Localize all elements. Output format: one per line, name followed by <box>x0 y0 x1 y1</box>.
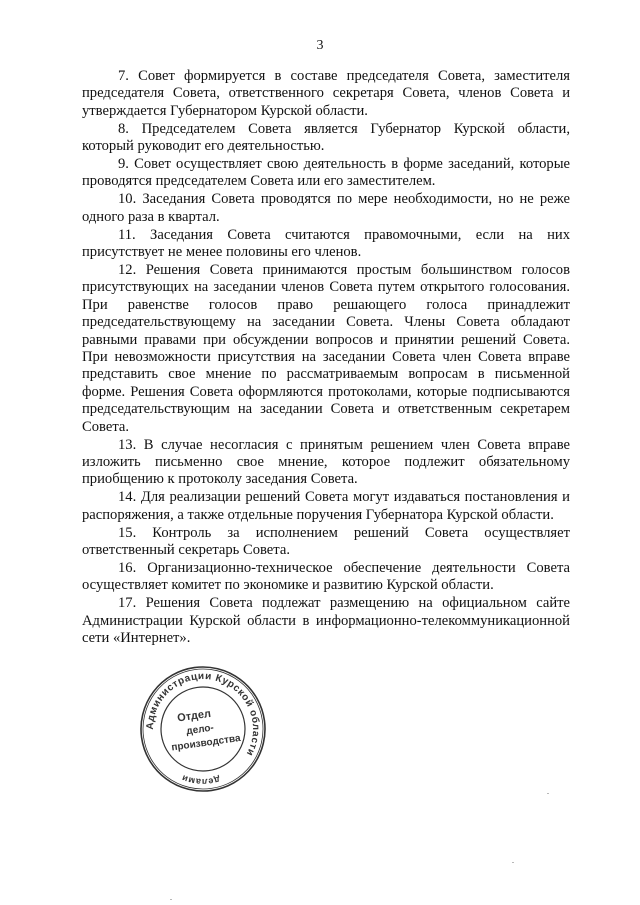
stamp-ring-text: Администрации Курской области <box>144 670 262 758</box>
paragraph-16: 16. Организационно-техническое обеспечение деятельности Совета осуществляет комитет по экономике и развитию Курской области. <box>82 559 570 594</box>
official-stamp <box>138 664 268 794</box>
stamp-line-3: производства <box>170 732 242 754</box>
paragraph-14: 14. Для реализации решений Совета могут издаваться постановления и распоряжения, а также отдельные поручения Губернатора Курской области. <box>82 489 570 523</box>
stamp-ring-text-left: делами <box>179 772 222 788</box>
paragraph-7: 7. Совет формируется в составе председателя Совета, заместителя председателя Совета, ответственного секретаря Совета, членов Совета и утверждается Губернатором Курской области. <box>82 68 570 119</box>
paragraph-12: 12. Решения Совета принимаются простым большинством голосов присутствующих на заседании членов Совета путем открытого голосования. При равенстве голосов право решающего голоса принадлежит председательствующему на заседании Совета. Члены Совета обладают равными правами при обсуждении вопросов и принятии решений Совета. При невозможности присутствия на заседании Совета член Совета вправе представить свое мнение по рассматриваемым вопросам в письменной форме. Решения Совета оформляются протоколами, которые подписываются председательствующим на заседании Совета и ответственным секретарем Совета. <box>82 261 570 435</box>
paragraph-13: 13. В случае несогласия с принятым решением член Совета вправе изложить письменно свое мнение, которое подлежит обязательному приобщению к протоколу заседания Совета. <box>82 436 570 488</box>
paragraph-9: 9. Совет осуществляет свою деятельность в форме заседаний, которые проводятся председателем Совета или его заместителем. <box>82 156 570 190</box>
paragraph-10: 10. Заседания Совета проводятся по мере необходимости, но не реже одного раза в квартал. <box>82 191 570 225</box>
scan-speck <box>512 862 514 863</box>
stamp-line-1: Отдел <box>176 707 212 725</box>
document-body <box>82 68 570 648</box>
paragraph-15: 15. Контроль за исполнением решений Совета осуществляет ответственный секретарь Совета. <box>82 524 570 558</box>
page-number: 3 <box>316 38 324 53</box>
paragraph-8: 8. Председателем Совета является Губернатор Курской области, который руководит его деятельностью. <box>82 120 570 155</box>
scan-speck <box>170 899 172 900</box>
paragraph-17: 17. Решения Совета подлежат размещению на официальном сайте Администрации Курской области в информационно-телекоммуникационной сети «Интернет». <box>82 595 570 646</box>
stamp-graphic <box>138 664 268 794</box>
stamp-line-2: дело- <box>185 722 215 738</box>
scan-speck <box>547 793 549 794</box>
paragraph-11: 11. Заседания Совета считаются правомочными, если на них присутствует не менее половины его членов. <box>82 226 570 261</box>
